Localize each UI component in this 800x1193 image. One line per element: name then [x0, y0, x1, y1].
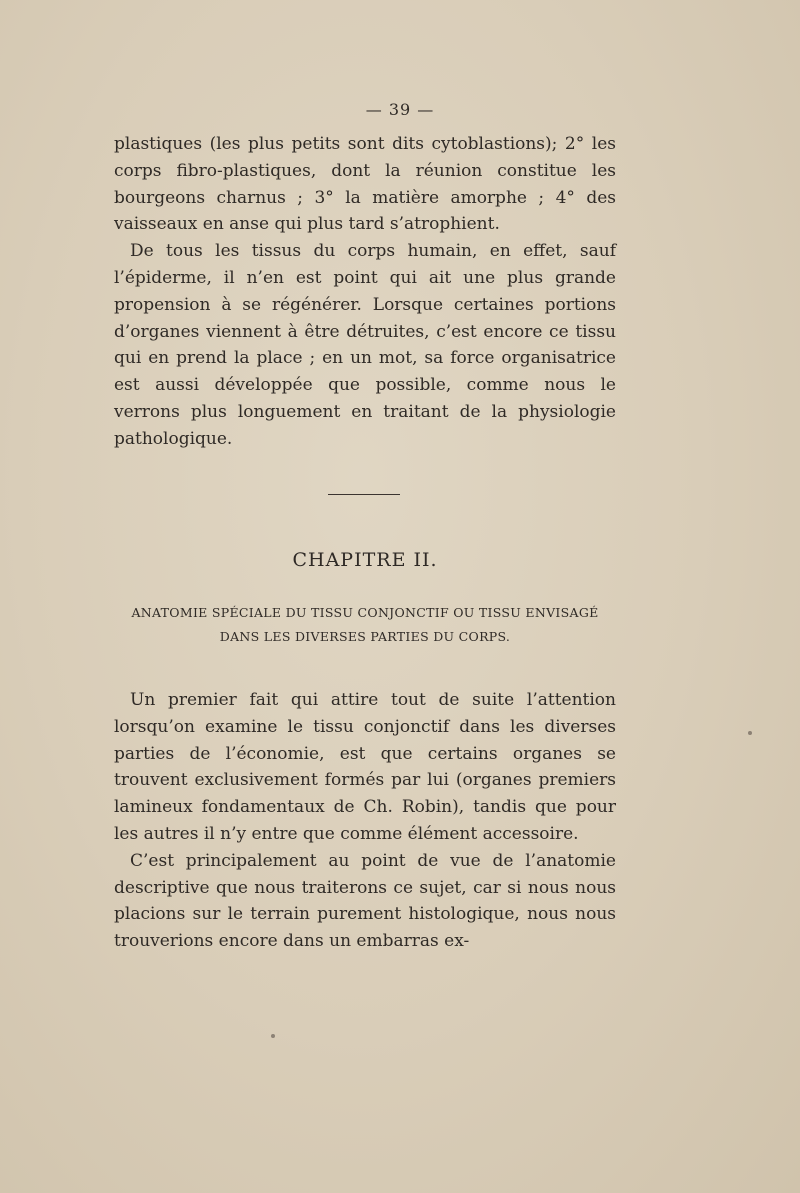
section-heading-line: DANS LES DIVERSES PARTIES DU CORPS.	[219, 629, 511, 644]
section-divider	[328, 494, 400, 495]
paragraph: De tous les tissus du corps humain, en effet, sauf l’épiderme, il n’en est point qui ait une plus grande propension à se régénérer. Lorsque certaines portions d’organes viennent à être détruites, c’est encore ce tissu qui en prend la place ; en un mot, sa force organisatrice est aussi développée que possible, comme nous le verrons plus longuement en traitant de la physiologie pathologique.	[114, 241, 616, 449]
paper-speck	[748, 731, 752, 735]
section-heading-line: ANATOMIE SPÉCIALE DU TISSU CONJONCTIF OU TISSU ENVISAGÉ	[131, 605, 599, 620]
paragraph: C’est principalement au point de vue de l’anatomie descriptive que nous traiterons ce sujet, car si nous nous placions sur le terrain purement histologique, nous nous trouverions encore dans un embarras ex-	[114, 850, 616, 952]
paper-speck	[271, 1034, 275, 1038]
paragraph: plastiques (les plus petits sont dits cytoblastions); 2° les corps fibro-plastiques, dont la réunion constitue les bourgeons charnus ; 3° la matière amorphe ; 4° des vaisseaux en anse qui plus tard s’atrophient.	[114, 134, 616, 235]
text-block-continuation	[114, 131, 616, 453]
paragraph: Un premier fait qui attire tout de suite l’attention lorsqu’on examine le tissu conjonctif dans les diverses parties de l’économie, est que certains organes se trouvent exclusivement formés par lui (organes premiers lamineux fondamentaux de Ch. Robin), tandis que pour les autres il n’y entre que comme élément accessoire.	[114, 690, 616, 844]
text-block-chapter	[114, 687, 616, 955]
page-number: — 39 —	[365, 100, 435, 119]
chapter-title: CHAPITRE II.	[292, 549, 438, 571]
